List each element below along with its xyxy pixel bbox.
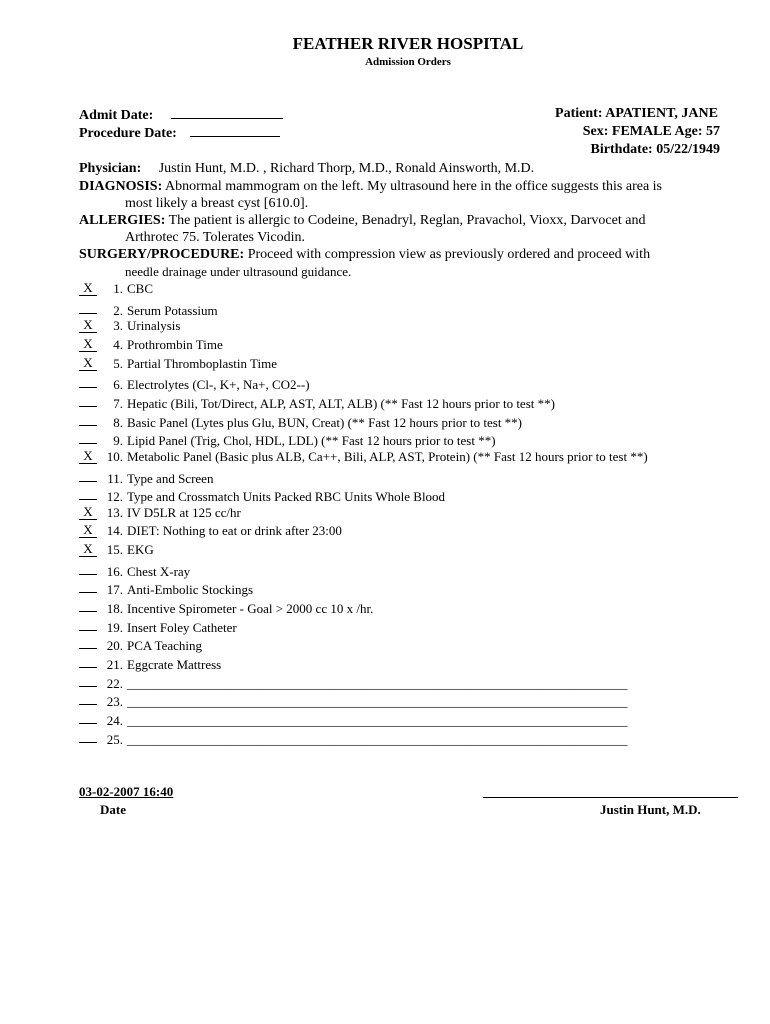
order-item: [79, 485, 445, 504]
surgery-line-2: needle drainage under ultrasound guidance.: [125, 264, 352, 279]
order-number: 21.: [106, 657, 123, 672]
order-checkbox-mark[interactable]: X: [79, 318, 97, 333]
order-number: 2.: [113, 302, 123, 318]
order-checkbox-mark[interactable]: [79, 429, 97, 444]
order-text: CBC: [127, 281, 154, 296]
order-item: [79, 690, 628, 709]
procedure-date-row: [79, 124, 280, 142]
order-text: Urinalysis: [127, 318, 181, 334]
allergies-label: ALLERGIES:: [79, 213, 166, 228]
order-item: [79, 411, 522, 430]
order-checkbox-mark[interactable]: [79, 616, 97, 631]
physician-label: Physician:: [79, 161, 142, 176]
order-item: [79, 522, 342, 541]
order-text: _____________________________________________________________________________: [127, 712, 628, 728]
patient-sex-age: Sex: FEMALE Age: 57: [582, 124, 720, 139]
order-text: Metabolic Panel (Basic plus ALB, Ca++, Bili, ALP, AST, Protein) (** Fast 12 hours prior to test **): [127, 448, 648, 464]
order-checkbox-mark[interactable]: [79, 597, 97, 612]
order-checkbox-mark[interactable]: [79, 578, 97, 593]
order-number: 22.: [106, 675, 123, 691]
allergies-section: [79, 212, 719, 246]
order-number: 4.: [113, 336, 123, 352]
order-number: 20.: [106, 638, 123, 654]
diagnosis-line-1: Abnormal mammogram on the left. My ultrasound here in the office suggests this area is: [164, 179, 662, 194]
order-number: 18.: [106, 601, 123, 617]
order-number: 9.: [113, 433, 123, 449]
order-item: [79, 560, 190, 579]
order-number: 16.: [106, 563, 123, 579]
date-label: Date: [100, 802, 126, 817]
order-number: 3.: [113, 318, 123, 334]
order-item: [79, 299, 218, 318]
surgery-label: SURGERY/PROCEDURE:: [79, 247, 245, 262]
order-item: [79, 672, 628, 691]
order-text: _____________________________________________________________________________: [127, 731, 628, 747]
procedure-date-blank: [190, 124, 280, 137]
order-number: 25.: [106, 731, 123, 747]
order-number: 8.: [113, 414, 123, 430]
order-checkbox-mark[interactable]: [79, 299, 97, 314]
order-checkbox-mark[interactable]: [79, 467, 97, 482]
order-number: 15.: [106, 542, 123, 558]
order-text: Hepatic (Bili, Tot/Direct, ALP, AST, ALT, ALB) (** Fast 12 hours prior to test **): [127, 395, 555, 411]
document-subtitle: Admission Orders: [365, 56, 451, 68]
surgery-section: [79, 246, 719, 280]
order-number: 10.: [106, 448, 123, 464]
order-number: 23.: [106, 694, 123, 710]
order-text: Type and Screen: [127, 470, 214, 486]
order-number: 7.: [113, 395, 123, 411]
order-item: [79, 392, 555, 411]
order-number: 19.: [106, 619, 123, 635]
order-text: Prothrombin Time: [127, 336, 223, 352]
admit-date-row: [79, 106, 283, 124]
order-checkbox-mark[interactable]: X: [79, 523, 97, 538]
order-checkbox-mark[interactable]: [79, 560, 97, 575]
patient-name: Patient: APATIENT, JANE: [555, 106, 718, 121]
order-item: [79, 317, 180, 336]
order-text: Eggcrate Mattress: [127, 657, 222, 672]
diagnosis-label: DIAGNOSIS:: [79, 179, 163, 194]
order-checkbox-mark[interactable]: [79, 690, 97, 705]
order-item: [79, 578, 253, 597]
order-item: [79, 280, 153, 299]
admit-date-blank: [171, 106, 283, 119]
order-text: Anti-Embolic Stockings: [127, 582, 254, 598]
order-checkbox-mark[interactable]: X: [79, 449, 97, 464]
hospital-title: FEATHER RIVER HOSPITAL: [292, 34, 524, 53]
order-item: [79, 616, 237, 635]
order-checkbox-mark[interactable]: [79, 672, 97, 687]
order-item: [79, 373, 310, 392]
order-item: [79, 597, 373, 616]
order-text: Chest X-ray: [127, 563, 191, 579]
order-item: [79, 467, 213, 486]
order-text: Partial Thromboplastin Time: [127, 355, 277, 371]
order-checkbox-mark[interactable]: [79, 392, 97, 407]
order-item: [79, 429, 496, 448]
order-checkbox-mark[interactable]: X: [79, 356, 97, 371]
order-checkbox-mark[interactable]: X: [79, 542, 97, 557]
order-number: 14.: [106, 523, 123, 539]
order-checkbox-mark[interactable]: [79, 634, 97, 649]
order-checkbox-mark[interactable]: [79, 728, 97, 743]
order-text: DIET: Nothing to eat or drink after 23:00: [127, 523, 342, 539]
order-checkbox-mark[interactable]: [79, 709, 97, 724]
order-text: Electrolytes (Cl-, K+, Na+, CO2--): [127, 377, 310, 393]
order-text: IV D5LR at 125 cc/hr: [127, 504, 241, 520]
physician-value: Justin Hunt, M.D. , Richard Thorp, M.D., Ronald Ainsworth, M.D.: [158, 161, 535, 176]
diagnosis-line-2: most likely a breast cyst [610.0].: [125, 196, 309, 211]
order-text: Type and Crossmatch Units Packed RBC Units Whole Blood: [127, 489, 446, 505]
order-text: _____________________________________________________________________________: [127, 694, 628, 710]
order-item: [79, 634, 202, 653]
diagnosis-section: [79, 178, 719, 212]
order-number: 5.: [113, 355, 123, 371]
order-text: Incentive Spirometer - Goal > 2000 cc 10 x /hr.: [127, 601, 374, 617]
order-text: Insert Foley Catheter: [127, 619, 237, 635]
order-number: 6.: [113, 377, 123, 393]
order-number: 11.: [107, 470, 123, 486]
physician-row: [79, 160, 719, 177]
order-item: [79, 653, 221, 672]
signature-line: [483, 797, 738, 798]
order-datetime: 03-02-2007 16:40: [79, 784, 174, 799]
admit-date-label: Admit Date:: [79, 108, 154, 123]
order-number: 13.: [106, 504, 123, 520]
order-item: [79, 448, 648, 467]
order-item: [79, 336, 223, 355]
order-checkbox-mark[interactable]: [79, 411, 97, 426]
order-item: [79, 709, 628, 728]
order-text: EKG: [127, 542, 154, 558]
order-number: 12.: [106, 489, 123, 505]
signer-name: Justin Hunt, M.D.: [600, 802, 701, 817]
surgery-line-1: Proceed with compression view as previously ordered and proceed with: [247, 247, 651, 262]
order-text: Basic Panel (Lytes plus Glu, BUN, Creat) (** Fast 12 hours prior to test **): [127, 414, 523, 430]
order-checkbox-mark[interactable]: X: [79, 281, 97, 296]
allergies-line-1: The patient is allergic to Codeine, Benadryl, Reglan, Pravachol, Vioxx, Darvocet and: [168, 213, 646, 228]
order-item: [79, 541, 154, 560]
order-item: [79, 728, 628, 747]
procedure-date-label: Procedure Date:: [79, 126, 177, 141]
order-number: 17.: [106, 582, 123, 598]
order-checkbox-mark[interactable]: [79, 485, 97, 500]
order-number: 24.: [106, 712, 123, 728]
patient-birthdate: Birthdate: 05/22/1949: [590, 142, 720, 157]
order-checkbox-mark[interactable]: X: [79, 337, 97, 352]
allergies-line-2: Arthrotec 75. Tolerates Vicodin.: [125, 230, 306, 245]
order-item: [79, 355, 277, 374]
order-text: Lipid Panel (Trig, Chol, HDL, LDL) (** Fast 12 hours prior to test **): [127, 433, 496, 449]
order-item: [79, 504, 241, 523]
order-text: Serum Potassium: [127, 302, 218, 318]
order-text: PCA Teaching: [127, 638, 203, 654]
order-checkbox-mark[interactable]: [79, 373, 97, 388]
order-number: 1.: [113, 281, 123, 296]
order-text: _____________________________________________________________________________: [127, 675, 628, 691]
order-checkbox-mark[interactable]: X: [79, 505, 97, 520]
order-checkbox-mark[interactable]: [79, 653, 97, 668]
